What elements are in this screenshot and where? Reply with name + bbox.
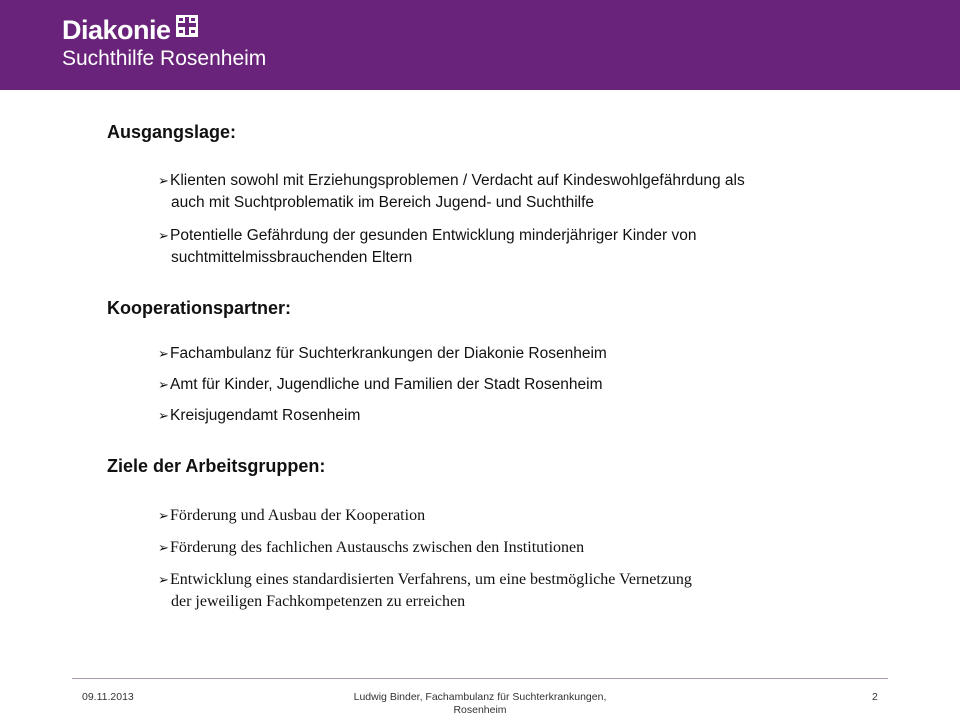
arrow-bullet-icon: ➢ (158, 346, 169, 361)
arrow-bullet-icon: ➢ (158, 408, 169, 423)
bullet-item: ➢Entwicklung eines standardisierten Verfahrens, um eine bestmögliche Vernetzung der jeweiligen Fachkompetenzen zu erreichen (158, 571, 692, 610)
bullet-item: ➢Fachambulanz für Suchterkrankungen der Diakonie Rosenheim (159, 343, 879, 365)
arrow-bullet-icon: ➢ (158, 173, 169, 188)
bullet-item: ➢Förderung des fachlichen Austauschs zwischen den Institutionen (159, 537, 879, 559)
bullet-item: ➢Förderung und Ausbau der Kooperation (159, 505, 879, 527)
bullet-item: ➢Klienten sowohl mit Erziehungsproblemen / Verdacht auf Kindeswohlgefährdung als auch mit Suchtproblematik im Bereich Jugend- und Suchthilfe (158, 172, 745, 211)
bullet-item: ➢Kreisjugendamt Rosenheim (159, 405, 879, 427)
footer-author: Ludwig Binder, Fachambulanz für Suchterkrankungen, Rosenheim (353, 691, 607, 716)
bullet-item: ➢Potentielle Gefährdung der gesunden Entwicklung minderjähriger Kinder von suchtmittelmissbrauchenden Eltern (158, 227, 697, 266)
brand-name: Diakonie (62, 14, 171, 45)
footer-date: 09.11.2013 (82, 691, 134, 703)
section-heading-kooperationspartner: Kooperationspartner: (107, 298, 292, 318)
section-heading-ziele: Ziele der Arbeitsgruppen: (107, 456, 326, 476)
page-number: 2 (872, 691, 878, 703)
arrow-bullet-icon: ➢ (158, 377, 169, 392)
arrow-bullet-icon: ➢ (158, 572, 169, 587)
arrow-bullet-icon: ➢ (158, 508, 169, 523)
header-subtitle: Suchthilfe Rosenheim (62, 47, 267, 70)
footer-divider (72, 678, 888, 679)
arrow-bullet-icon: ➢ (158, 228, 169, 243)
bullet-item: ➢Amt für Kinder, Jugendliche und Familien der Stadt Rosenheim (159, 374, 879, 396)
arrow-bullet-icon: ➢ (158, 540, 169, 555)
section-heading-ausgangslage: Ausgangslage: (107, 122, 237, 142)
